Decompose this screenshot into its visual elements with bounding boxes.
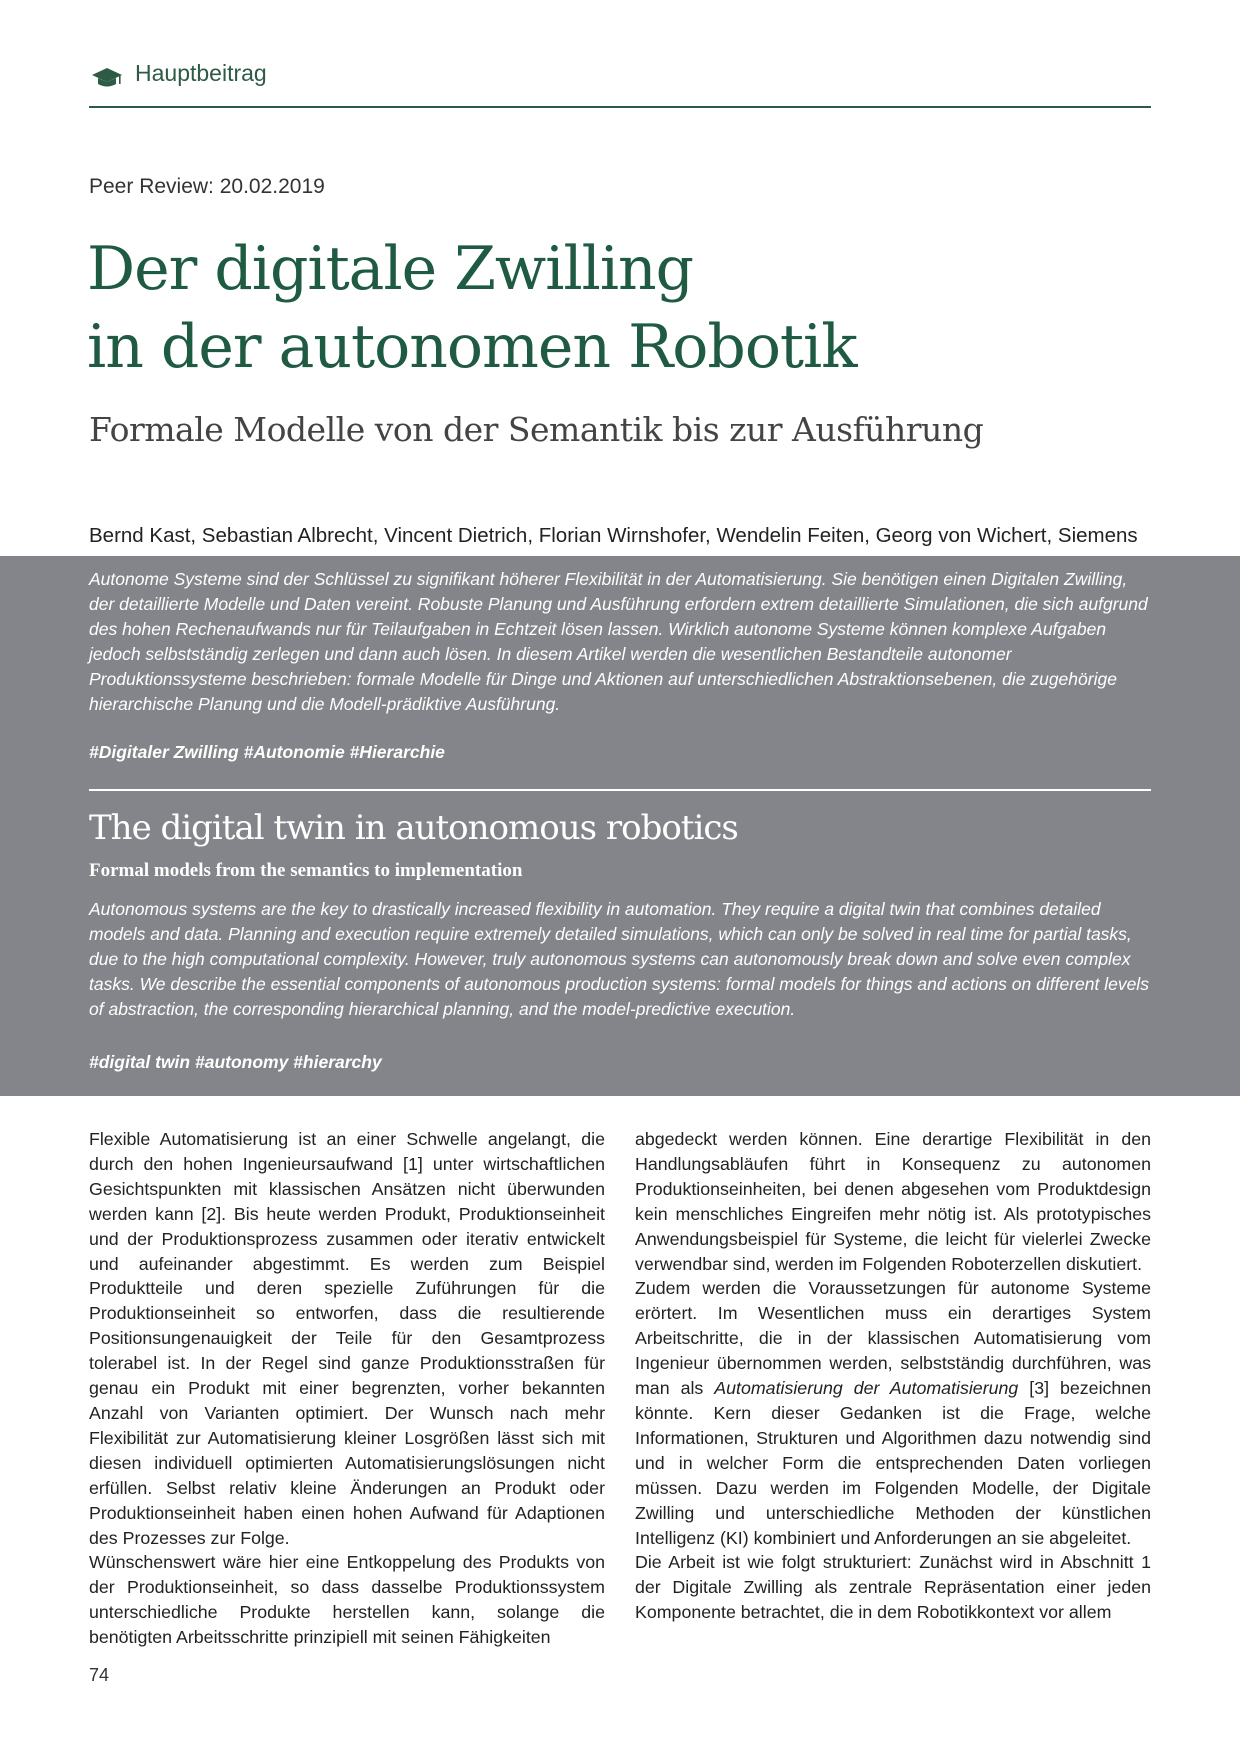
body-paragraph: Flexible Automatisierung ist an einer Schwelle angelangt, die durch den hohen Ingenieursaufwand [1] unter wirtschaftlichen Gesichtspunkten mit klassischen Ansätzen nicht überwunden werden kann [2]. Bis heute werden Produkt, Produktionseinheit und der Produktionsprozess zusammen oder iterativ entwickelt und aufeinander abgestimmt. Es werden zum Beispiel Produktteile und deren spezielle Zuführungen für die Produktionseinheit so entworfen, dass die resultierende Positionsungenauigkeit der Teile für den Gesamtprozess tolerabel ist. In der Regel sind ganze Produktionsstraßen für genau ein Produkt mit einer begrenzten, vorher bekannten Anzahl von Varianten optimiert. Der Wunsch nach mehr Flexibilität zur Automatisierung kleiner Losgrößen lässt sich mit diesen individuell optimierten Automatisierungslösungen nicht erfüllen. Selbst relativ kleine Änderungen an Produkt oder Produktionseinheit haben einen hohen Aufwand für Adaptionen des Prozesses zur Folge. — [89, 1129, 605, 1548]
body-text: Zudem werden die Voraussetzungen für autonome Systeme erörtert. Im Wesentlichen muss ein derartiges System Arbeitschritte, die in der klassischen Automatisierung vom Ingenieur übernommen werden, selbstständig durchführen, was man als — [635, 1278, 1151, 1399]
body-paragraph: abgedeckt werden können. Eine derartige Flexibilität in den Handlungsabläufen führt in Konsequenz zu autonomen Produktionseinheiten, bei denen abgesehen vom Produktdesign kein menschliches Eingreifen mehr nötig ist. Als prototypisches Anwendungsbeispiel für Systeme, die leicht für vielerlei Zwecke verwendbar sind, werden im Folgenden Roboterzellen diskutiert. — [635, 1129, 1151, 1274]
abstract-box — [0, 556, 1240, 1096]
page-number: 74 — [89, 1665, 110, 1685]
peer-review-date: Peer Review: 20.02.2019 — [89, 175, 325, 198]
abstract-german: Autonome Systeme sind der Schlüssel zu signifikant höherer Flexibilität in der Automatisierung. Sie benötigen einen Digitalen Zwilling, der detaillierte Modelle und Daten vereint. Robuste Planung und Ausführung erfordern extrem detaillierte Simulationen, die sich aufgrund des hohen Rechenaufwands nur für Teilaufgaben in Echtzeit lösen lassen. Wirklich autonome Systeme können komplexe Aufgaben jedoch selbstständig zerlegen und dann auch lösen. In diesem Artikel werden die wesentlichen Bestandteile autonomer Produktionssysteme beschrieben: formale Modelle für Dinge und Aktionen auf unterschiedlichen Abstraktionsebenen, die zugehörige hierarchische Planung und die Modell-prädiktive Ausführung. — [89, 569, 1148, 714]
body-text: [3] bezeichnen könnte. Kern dieser Gedanken ist die Frage, welche Informationen, Strukturen und Algorithmen dazu notwendig sind und in welcher Form die entsprechenden Daten vorliegen müssen. Dazu werden im Folgenden Modelle, der Digitale Zwilling und unterschiedliche Methoden der künstlichen Intelligenz (KI) kombiniert und Anforderungen an sie abgeleitet. — [635, 1378, 1151, 1548]
english-subtitle: Formal models from the semantics to implementation — [89, 860, 523, 881]
english-title: The digital twin in autonomous robotics — [89, 808, 738, 848]
body-paragraph: Wünschenswert wäre hier eine Entkoppelung des Produkts von der Produktionseinheit, so dass dasselbe Produktionssystem unterschiedliche Produkte herstellen kann, solange die benötigten Arbeitsschritte prinzipiell mit seinen Fähigkeiten — [89, 1552, 605, 1648]
title-line-1: Der digitale Zwilling — [87, 234, 694, 304]
authors: Bernd Kast, Sebastian Albrecht, Vincent Dietrich, Florian Wirnshofer, Wendelin Feiten, Georg von Wichert, Siemens — [89, 524, 1138, 547]
abstract-divider — [89, 789, 1151, 791]
emphasis-text: Automatisierung der Automatisierung — [714, 1378, 1019, 1399]
body-column-left — [89, 1127, 605, 1650]
graduation-cap-icon — [91, 67, 123, 89]
body-paragraph — [635, 1276, 1151, 1550]
article-title — [87, 230, 1157, 386]
body-column-right — [635, 1127, 1151, 1625]
section-label: Hauptbeitrag — [135, 60, 267, 86]
section-header — [89, 54, 1151, 108]
article-subtitle: Formale Modelle von der Semantik bis zur Ausführung — [89, 410, 984, 449]
body-paragraph: Die Arbeit ist wie folgt strukturiert: Zunächst wird in Abschnitt 1 der Digitale Zwilling als zentrale Repräsentation einer jeden Komponente betrachtet, die in dem Robotikkontext vor allem — [635, 1552, 1151, 1623]
keywords-german: #Digitaler Zwilling #Autonomie #Hierarchie — [89, 742, 445, 762]
abstract-english: Autonomous systems are the key to drastically increased flexibility in automation. They require a digital twin that combines detailed models and data. Planning and execution require extremely detailed simulations, which can only be solved in real time for partial tasks, due to the high computational complexity. However, truly autonomous systems can autonomously break down and solve even complex tasks. We describe the essential components of autonomous production systems: formal models for things and actions on different levels of abstraction, the corresponding hierarchical planning, and the model-predictive execution. — [89, 899, 1149, 1019]
keywords-english: #digital twin #autonomy #hierarchy — [89, 1052, 382, 1072]
title-line-2: in der autonomen Robotik — [87, 312, 857, 382]
